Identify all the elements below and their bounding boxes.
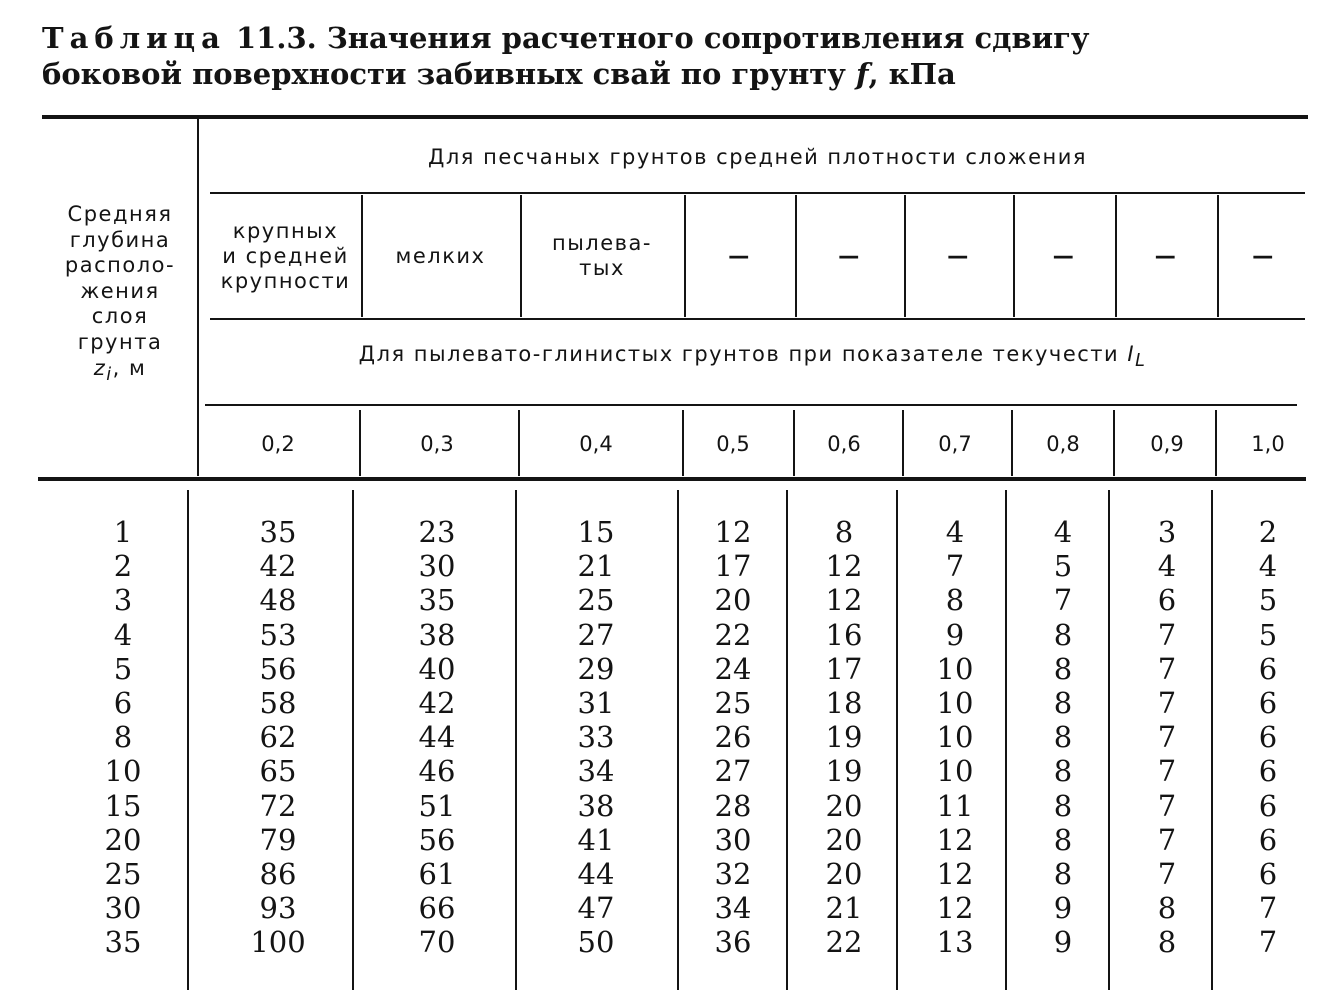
table-title: [42, 20, 1302, 92]
table-cell: 6: [1258, 857, 1278, 891]
table-cell: 16: [825, 617, 863, 652]
table-cell: 22: [714, 617, 752, 652]
table-cell: 79: [259, 822, 297, 857]
clay-group-caption: [205, 342, 1300, 374]
table-cell: 20: [825, 788, 863, 823]
depth-value: 20: [104, 822, 142, 857]
sand-type-label: пылева-: [552, 231, 652, 255]
table-cell: 10: [936, 686, 974, 720]
table-cell: 6: [1157, 583, 1177, 618]
table-cell: 51: [418, 788, 456, 823]
table-cell: 8: [1053, 857, 1073, 891]
table-cell: 4: [945, 515, 965, 549]
table-cell: 12: [825, 549, 863, 584]
table-cell: 8: [1053, 754, 1073, 789]
table-cell: 25: [714, 686, 752, 720]
il-value: 0,7: [938, 432, 972, 456]
depth-value: 25: [104, 857, 142, 891]
table-cell: 7: [1157, 788, 1177, 823]
table-cell: 31: [577, 686, 615, 720]
rule-clay-group: [205, 404, 1297, 406]
table-cell: 4: [1157, 549, 1177, 584]
vline-il-7: [1215, 410, 1217, 476]
table-cell: 8: [1157, 925, 1177, 960]
depth-subscript: i: [106, 365, 113, 386]
table-cell: 66: [418, 891, 456, 926]
table-cell: 29: [577, 651, 615, 686]
table-cell: 27: [577, 617, 615, 652]
table-cell: 6: [1258, 651, 1278, 686]
table-cell: 44: [418, 720, 456, 755]
vline-body-8: [1211, 490, 1213, 990]
sand-type-label: крупных: [232, 218, 339, 243]
sand-type-label: мелких: [395, 243, 486, 268]
table-cell: 6: [1258, 822, 1278, 857]
title-line-1: [42, 20, 1302, 56]
table-cell: 6: [1258, 754, 1278, 789]
vline-il-5: [1011, 410, 1013, 476]
sand-type-label: —: [838, 243, 861, 268]
il-value: 1,0: [1251, 432, 1285, 456]
table-cell: 12: [936, 857, 974, 891]
table-cell: 40: [418, 651, 456, 686]
table-cell: 8: [1053, 788, 1073, 823]
title-line-2-text: боковой поверхности забивных свай по грунту: [42, 57, 846, 91]
depth-value: 6: [113, 686, 133, 720]
table-cell: 7: [1157, 822, 1177, 857]
depth-value: 30: [104, 891, 142, 926]
table-cell: 36: [714, 925, 752, 960]
depth-value: 8: [113, 720, 133, 755]
table-cell: 12: [714, 515, 752, 549]
table-cell: 33: [577, 720, 615, 755]
vline-il-4: [902, 410, 904, 476]
table-cell: 10: [936, 754, 974, 789]
table-cell: 100: [250, 925, 306, 960]
table-cell: 6: [1258, 720, 1278, 755]
sand-type-label: —: [1252, 243, 1275, 268]
table-cell: 25: [577, 583, 615, 618]
sand-type-label: —: [728, 243, 751, 268]
table-cell: 28: [714, 788, 752, 823]
table-cell: 9: [1053, 891, 1073, 926]
depth-header-line: располо-: [64, 253, 176, 277]
table-cell: 30: [714, 822, 752, 857]
clay-group-text: Для пылевато-глинистых грунтов при показателе текучести: [358, 342, 1128, 366]
title-line-1-rest: 11.3. Значения расчетного сопротивления сдвигу: [236, 21, 1090, 55]
sand-type-label: —: [1052, 243, 1076, 268]
vline-il-0: [359, 410, 361, 476]
rule-header-bottom: [38, 477, 1306, 481]
depth-header-line: жения: [80, 278, 160, 303]
sand-type-label: и средней: [222, 243, 349, 268]
table-cell: 35: [418, 583, 456, 618]
table-cell: 56: [418, 822, 456, 857]
table-cell: 56: [259, 651, 297, 686]
vline-body-5: [896, 490, 898, 990]
depth-value: 15: [104, 788, 142, 823]
vline-depth-header: [197, 118, 199, 476]
table-cell: 41: [577, 822, 615, 857]
table-cell: 58: [259, 686, 297, 720]
table-cell: 19: [825, 754, 863, 789]
table-cell: 9: [1053, 925, 1073, 960]
table-cell: 18: [825, 686, 863, 720]
table-cell: 7: [945, 549, 965, 584]
table-cell: 12: [936, 822, 974, 857]
vline-body-7: [1108, 490, 1110, 990]
table-cell: 4: [1053, 515, 1073, 549]
table-cell: 8: [1157, 891, 1177, 926]
table-cell: 6: [1258, 788, 1278, 823]
table-cell: 70: [418, 925, 456, 960]
table-cell: 38: [577, 788, 615, 823]
table-cell: 9: [945, 617, 965, 652]
il-value: 0,5: [716, 432, 750, 456]
vline-body-4: [786, 490, 788, 990]
table-cell: 4: [1258, 549, 1278, 584]
table-cell: 8: [1053, 686, 1073, 720]
table-cell: 20: [714, 583, 752, 618]
table-cell: 46: [418, 754, 456, 789]
depth-header-line: глубина: [69, 227, 171, 252]
depth-value: 3: [113, 583, 133, 618]
table-cell: 44: [577, 857, 615, 891]
table-cell: 8: [834, 515, 854, 549]
table-cell: 50: [577, 925, 615, 960]
depth-value: 4: [113, 617, 133, 652]
table-cell: 10: [936, 651, 974, 686]
table-cell: 5: [1053, 549, 1073, 584]
table-cell: 7: [1258, 891, 1278, 926]
clay-symbol: I: [1127, 342, 1136, 366]
table-cell: 7: [1157, 686, 1177, 720]
table-cell: 34: [714, 891, 752, 926]
il-value: 0,8: [1046, 432, 1080, 456]
depth-header-line: слоя: [91, 304, 149, 328]
table-cell: 53: [259, 617, 297, 652]
table-cell: 21: [825, 891, 863, 926]
table-cell: 21: [577, 549, 615, 584]
table-cell: 6: [1258, 686, 1278, 720]
table-cell: 12: [825, 583, 863, 618]
table-cell: 10: [936, 720, 974, 755]
depth-unit: , м: [112, 356, 147, 380]
table-cell: 26: [714, 720, 752, 755]
table-cell: 23: [418, 515, 456, 549]
il-value: 0,3: [420, 432, 454, 456]
table-cell: 7: [1053, 583, 1073, 618]
rule-sand-types: [210, 318, 1305, 320]
vline-body-2: [515, 490, 517, 990]
vline-body-1: [352, 490, 354, 990]
table-cell: 11: [936, 788, 974, 823]
vline-il-1: [518, 410, 520, 476]
table-cell: 8: [1053, 617, 1073, 652]
table-cell: 5: [1258, 583, 1278, 618]
table-cell: 20: [825, 822, 863, 857]
sand-type-label: —: [947, 243, 970, 268]
table-cell: 65: [259, 754, 297, 789]
table-cell: 47: [577, 891, 615, 926]
table-cell: 15: [577, 515, 615, 549]
title-line-2: [42, 56, 1302, 92]
table-cell: 5: [1258, 617, 1278, 652]
table-cell: 7: [1157, 720, 1177, 755]
table-cell: 20: [825, 857, 863, 891]
title-lead: Таблица: [42, 21, 226, 55]
vline-il-2: [682, 410, 684, 476]
il-value: 0,4: [579, 432, 613, 456]
table-cell: 30: [418, 549, 456, 584]
depth-header-line: грунта: [77, 329, 163, 354]
table-cell: 8: [1053, 651, 1073, 686]
table-cell: 7: [1157, 651, 1177, 686]
table-cell: 27: [714, 754, 752, 789]
il-value: 0,9: [1150, 432, 1184, 456]
table-cell: 8: [1053, 720, 1073, 755]
depth-header-symbol: [50, 356, 190, 388]
table-cell: 12: [936, 891, 974, 926]
title-unit: , кПа: [868, 57, 956, 91]
table-cell: 48: [259, 583, 297, 618]
table-cell: 8: [1053, 822, 1073, 857]
table-cell: 17: [825, 651, 863, 686]
depth-symbol: z: [93, 356, 107, 380]
table-cell: 8: [945, 583, 965, 618]
table-cell: 3: [1157, 515, 1177, 549]
title-symbol: f: [855, 57, 869, 91]
rule-sand-group: [210, 192, 1305, 194]
depth-header-line: Средняя: [67, 202, 173, 226]
table-cell: 13: [936, 925, 974, 960]
table-cell: 32: [714, 857, 752, 891]
table-cell: 17: [714, 549, 752, 584]
table-cell: 24: [714, 651, 752, 686]
depth-value: 5: [113, 651, 133, 686]
table-cell: 42: [418, 686, 456, 720]
sand-group-caption: Для песчаных грунтов средней плотности сложения: [427, 145, 1088, 169]
table-cell: 7: [1157, 754, 1177, 789]
depth-value: 1: [113, 515, 133, 549]
vline-il-3: [793, 410, 795, 476]
table-cell: 86: [259, 857, 297, 891]
table-cell: 19: [825, 720, 863, 755]
table-cell: 7: [1157, 617, 1177, 652]
table-cell: 62: [259, 720, 297, 755]
vline-il-6: [1113, 410, 1115, 476]
vline-body-3: [677, 490, 679, 990]
table-cell: 72: [259, 788, 297, 823]
table-cell: 35: [259, 515, 297, 549]
depth-value: 2: [113, 549, 133, 584]
table-cell: 38: [418, 617, 456, 652]
rule-top: [42, 115, 1308, 119]
depth-value: 35: [104, 925, 142, 960]
table-cell: 61: [418, 857, 456, 891]
clay-subscript: L: [1135, 351, 1147, 372]
table-cell: 93: [259, 891, 297, 926]
vline-body-6: [1005, 490, 1007, 990]
sand-type-label: тых: [579, 256, 625, 280]
table-cell: 34: [577, 754, 615, 789]
il-value: 0,6: [827, 432, 861, 456]
depth-value: 10: [104, 754, 142, 789]
sand-type-label: —: [1154, 243, 1178, 268]
table-cell: 2: [1258, 515, 1278, 549]
table-cell: 42: [259, 549, 297, 584]
il-value: 0,2: [261, 432, 295, 456]
sand-type-label: крупности: [220, 268, 351, 293]
table-cell: 22: [825, 925, 863, 960]
table-cell: 7: [1258, 925, 1278, 960]
table-cell: 7: [1157, 857, 1177, 891]
vline-body-0: [187, 490, 189, 990]
